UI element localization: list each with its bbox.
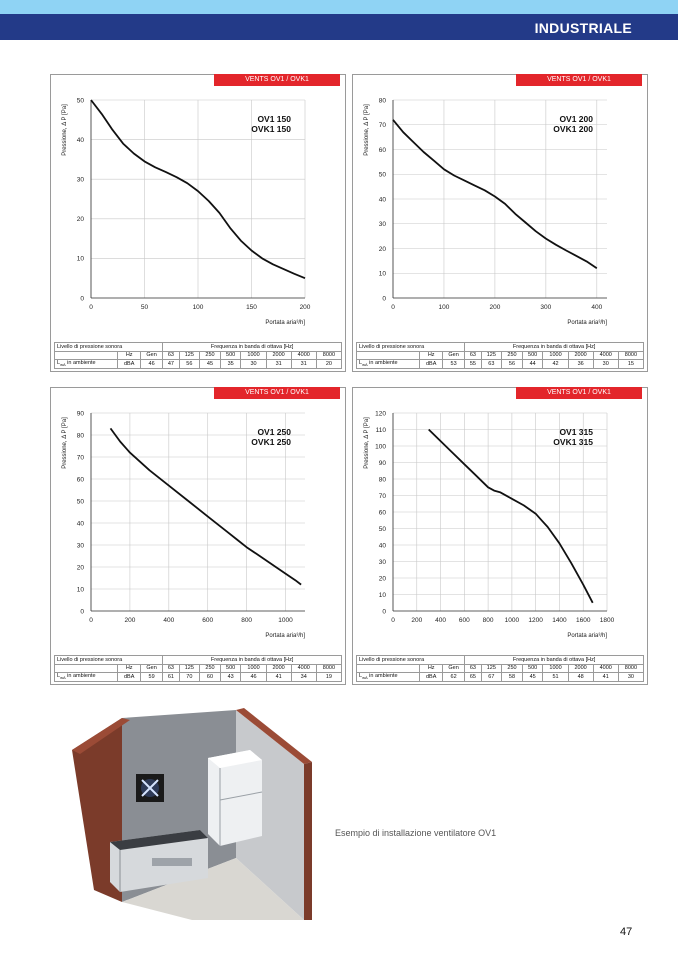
x-tick-label: 0 (391, 617, 395, 624)
noise-value: 41 (593, 673, 618, 682)
noise-value: 20 (316, 360, 341, 369)
band-label: 2000 (266, 664, 291, 673)
y-tick-label: 110 (375, 426, 386, 434)
noise-empty-cell (55, 664, 118, 673)
hz-label: Hz (420, 351, 442, 360)
y-tick-label: 50 (378, 171, 386, 179)
band-title: Frequenza in banda di ottava [Hz] (163, 343, 342, 352)
noise-value-row (55, 360, 342, 369)
chart-card (352, 387, 648, 685)
x-tick-label: 0 (391, 304, 395, 311)
band-title: Frequenza in banda di ottava [Hz] (163, 656, 342, 665)
hz-label: Hz (420, 664, 442, 673)
x-tick-label: 600 (458, 617, 470, 624)
band-label: 250 (502, 351, 523, 360)
x-tick-label: 200 (489, 304, 501, 311)
band-label: 2000 (568, 351, 593, 360)
model-label: OVK1 150 (251, 124, 291, 134)
band-label: Gen (442, 351, 464, 360)
noise-value: 43 (220, 673, 241, 682)
y-tick-label: 20 (378, 575, 386, 583)
noise-value: 42 (543, 360, 568, 369)
band-label: 63 (163, 351, 179, 360)
band-label: 125 (179, 351, 200, 360)
y-tick-label: 10 (378, 270, 386, 278)
noise-header-row (357, 343, 644, 352)
x-tick-label: 1800 (599, 617, 615, 624)
band-label: 125 (179, 664, 200, 673)
noise-value: 56 (502, 360, 523, 369)
row-label-main: L (359, 360, 363, 367)
noise-header-row (357, 656, 644, 665)
product-tag: VENTS OV1 / OVK1 (214, 387, 340, 399)
row-label-sub: wA (60, 675, 66, 681)
x-tick-label: 100 (438, 304, 450, 311)
band-label: 2000 (266, 351, 291, 360)
chart-card (352, 74, 648, 372)
band-label: Gen (140, 351, 162, 360)
noise-table (356, 342, 644, 369)
noise-table (54, 342, 342, 369)
model-label: OVK1 315 (553, 437, 593, 447)
y-axis-title: Pressione, Δ P [Pa] (62, 417, 68, 469)
noise-value-row (357, 360, 644, 369)
model-label: OV1 200 (559, 114, 593, 124)
y-tick-label: 0 (382, 608, 386, 616)
x-axis-title: Portata aria³/h] (265, 633, 305, 639)
y-axis-title: Pressione, Δ P [Pa] (364, 417, 370, 469)
noise-value: 51 (543, 673, 568, 682)
chart-card (50, 74, 346, 372)
illustration-caption: Esempio di installazione ventilatore OV1 (335, 828, 497, 838)
noise-band-row (357, 351, 644, 360)
model-label: OV1 250 (257, 427, 291, 437)
header-sky-band (0, 0, 678, 14)
noise-title: Livello di pressione sonora (55, 343, 163, 352)
noise-value: 31 (291, 360, 316, 369)
band-label: 500 (522, 664, 543, 673)
product-tag: VENTS OV1 / OVK1 (214, 74, 340, 86)
y-tick-label: 20 (76, 216, 84, 224)
row-label-rest: in ambiente (367, 360, 398, 367)
noise-band-row (357, 664, 644, 673)
y-tick-label: 0 (80, 295, 84, 303)
x-tick-label: 150 (246, 304, 257, 311)
band-label: 125 (481, 664, 502, 673)
y-axis-title: Pressione, Δ P [Pa] (364, 104, 370, 156)
row-label (55, 673, 118, 682)
noise-value: 19 (316, 673, 341, 682)
row-label-rest: in ambiente (65, 673, 96, 680)
x-tick-label: 400 (591, 304, 603, 311)
model-label: OVK1 250 (251, 437, 291, 447)
x-tick-label: 200 (411, 617, 423, 624)
noise-table (356, 655, 644, 682)
band-label: Gen (442, 664, 464, 673)
chart-svg (51, 75, 347, 335)
noise-value: 36 (568, 360, 593, 369)
band-label: 500 (220, 351, 241, 360)
hz-label: Hz (118, 351, 140, 360)
chart-svg (353, 75, 649, 335)
chart-svg (51, 388, 347, 648)
row-label-main: L (57, 673, 61, 680)
x-tick-label: 800 (482, 617, 494, 624)
band-label: 1000 (241, 351, 266, 360)
noise-band-row (55, 351, 342, 360)
y-tick-label: 70 (76, 454, 84, 462)
unit-label: dBA (420, 360, 442, 369)
noise-value: 15 (618, 360, 643, 369)
noise-value: 45 (200, 360, 221, 369)
noise-value: 31 (266, 360, 291, 369)
y-tick-label: 80 (378, 97, 386, 105)
chart-card (50, 387, 346, 685)
y-tick-label: 120 (375, 410, 386, 418)
noise-value: 56 (179, 360, 200, 369)
band-label: Gen (140, 664, 162, 673)
x-tick-label: 0 (89, 617, 93, 624)
band-label: 125 (481, 351, 502, 360)
noise-value: 53 (442, 360, 464, 369)
noise-value: 35 (220, 360, 241, 369)
product-tag: VENTS OV1 / OVK1 (516, 387, 642, 399)
unit-label: dBA (118, 360, 140, 369)
band-label: 2000 (568, 664, 593, 673)
product-tag: VENTS OV1 / OVK1 (516, 74, 642, 86)
y-tick-label: 30 (378, 558, 386, 566)
band-label: 8000 (618, 351, 643, 360)
noise-value: 55 (465, 360, 481, 369)
y-tick-label: 50 (378, 525, 386, 533)
row-label-rest: in ambiente (65, 360, 96, 367)
noise-value: 47 (163, 360, 179, 369)
x-axis-title: Portata aria³/h] (567, 633, 607, 639)
y-tick-label: 60 (76, 476, 84, 484)
x-axis-title: Portata aria³/h] (265, 320, 305, 326)
noise-title: Livello di pressione sonora (357, 343, 465, 352)
noise-empty-cell (357, 351, 420, 360)
noise-header-row (55, 656, 342, 665)
noise-value: 46 (241, 673, 266, 682)
x-tick-label: 0 (89, 304, 93, 311)
x-axis-title: Portata aria³/h] (567, 320, 607, 326)
y-tick-label: 0 (80, 608, 84, 616)
noise-value: 45 (522, 673, 543, 682)
model-label: OVK1 200 (553, 124, 593, 134)
y-tick-label: 30 (378, 221, 386, 229)
x-tick-label: 1000 (504, 617, 520, 624)
x-tick-label: 1400 (552, 617, 567, 624)
unit-label: dBA (420, 673, 442, 682)
y-tick-label: 20 (76, 564, 84, 572)
noise-value: 34 (291, 673, 316, 682)
noise-value: 65 (465, 673, 481, 682)
x-tick-label: 1600 (575, 617, 591, 624)
section-title: INDUSTRIALE (534, 20, 632, 36)
y-axis-title: Pressione, Δ P [Pa] (62, 104, 68, 156)
y-tick-label: 0 (382, 295, 386, 303)
band-label: 8000 (316, 351, 341, 360)
noise-value: 67 (481, 673, 502, 682)
model-label: OV1 150 (257, 114, 291, 124)
noise-title: Livello di pressione sonora (55, 656, 163, 665)
noise-empty-cell (357, 664, 420, 673)
x-tick-label: 200 (299, 304, 311, 311)
noise-value-row (55, 673, 342, 682)
noise-value: 58 (502, 673, 523, 682)
row-label (357, 360, 420, 369)
y-tick-label: 50 (76, 498, 84, 506)
band-title: Frequenza in banda di ottava [Hz] (465, 343, 644, 352)
band-label: 4000 (593, 664, 618, 673)
noise-value: 48 (568, 673, 593, 682)
y-tick-label: 10 (76, 255, 84, 263)
x-tick-label: 1000 (278, 617, 293, 624)
band-label: 63 (163, 664, 179, 673)
page-header (0, 0, 678, 40)
y-tick-label: 20 (378, 245, 386, 253)
chart-svg (353, 388, 649, 648)
noise-value: 63 (481, 360, 502, 369)
y-tick-label: 50 (76, 97, 84, 105)
band-label: 500 (522, 351, 543, 360)
band-label: 250 (200, 664, 221, 673)
y-tick-label: 30 (76, 542, 84, 550)
row-label-sub: wA (362, 675, 368, 681)
band-label: 63 (465, 351, 481, 360)
noise-value: 44 (522, 360, 543, 369)
band-title: Frequenza in banda di ottava [Hz] (465, 656, 644, 665)
noise-header-row (55, 343, 342, 352)
x-tick-label: 200 (124, 617, 136, 624)
x-tick-label: 100 (192, 304, 204, 311)
y-tick-label: 70 (378, 122, 386, 130)
noise-value: 30 (593, 360, 618, 369)
y-tick-label: 60 (378, 146, 386, 154)
noise-value: 30 (618, 673, 643, 682)
y-tick-label: 100 (375, 443, 386, 451)
page-number: 47 (620, 926, 633, 938)
band-label: 1000 (241, 664, 266, 673)
y-tick-label: 10 (76, 586, 84, 594)
row-label-main: L (359, 673, 363, 680)
noise-value: 60 (200, 673, 221, 682)
band-label: 4000 (291, 664, 316, 673)
noise-value: 62 (442, 673, 464, 682)
y-tick-label: 40 (76, 136, 84, 144)
noise-table (54, 655, 342, 682)
y-tick-label: 90 (76, 410, 84, 418)
y-tick-label: 10 (378, 591, 386, 599)
band-label: 8000 (316, 664, 341, 673)
band-label: 4000 (593, 351, 618, 360)
model-label: OV1 315 (559, 427, 593, 437)
band-label: 250 (502, 664, 523, 673)
unit-label: dBA (118, 673, 140, 682)
row-label-main: L (57, 360, 61, 367)
noise-title: Livello di pressione sonora (357, 656, 465, 665)
performance-curve (429, 430, 593, 603)
y-tick-label: 70 (378, 492, 386, 500)
noise-empty-cell (55, 351, 118, 360)
y-tick-label: 30 (76, 176, 84, 184)
y-tick-label: 40 (76, 520, 84, 528)
x-tick-label: 400 (163, 617, 175, 624)
y-tick-label: 90 (378, 459, 386, 467)
band-label: 8000 (618, 664, 643, 673)
y-tick-label: 60 (378, 509, 386, 517)
band-label: 250 (200, 351, 221, 360)
row-label (357, 673, 420, 682)
performance-curve (111, 428, 302, 584)
row-label-sub: wA (60, 362, 66, 368)
noise-value: 46 (140, 360, 162, 369)
band-label: 1000 (543, 664, 568, 673)
x-tick-label: 1200 (528, 617, 543, 624)
band-label: 4000 (291, 351, 316, 360)
x-tick-label: 400 (435, 617, 446, 624)
band-label: 500 (220, 664, 241, 673)
band-label: 1000 (543, 351, 568, 360)
row-label-rest: in ambiente (367, 673, 398, 680)
noise-value: 59 (140, 673, 162, 682)
y-tick-label: 80 (76, 432, 84, 440)
noise-value: 70 (179, 673, 200, 682)
y-tick-label: 40 (378, 542, 386, 550)
noise-value: 41 (266, 673, 291, 682)
x-tick-label: 800 (241, 617, 253, 624)
row-label-sub: wA (362, 362, 368, 368)
x-tick-label: 600 (202, 617, 214, 624)
y-tick-label: 40 (378, 196, 386, 204)
row-label (55, 360, 118, 369)
hz-label: Hz (118, 664, 140, 673)
noise-band-row (55, 664, 342, 673)
x-tick-label: 50 (140, 304, 149, 311)
x-tick-label: 300 (540, 304, 552, 311)
y-tick-label: 80 (378, 476, 386, 484)
band-label: 63 (465, 664, 481, 673)
noise-value: 61 (163, 673, 179, 682)
installation-illustration (72, 708, 312, 920)
noise-value: 30 (241, 360, 266, 369)
noise-value-row (357, 673, 644, 682)
